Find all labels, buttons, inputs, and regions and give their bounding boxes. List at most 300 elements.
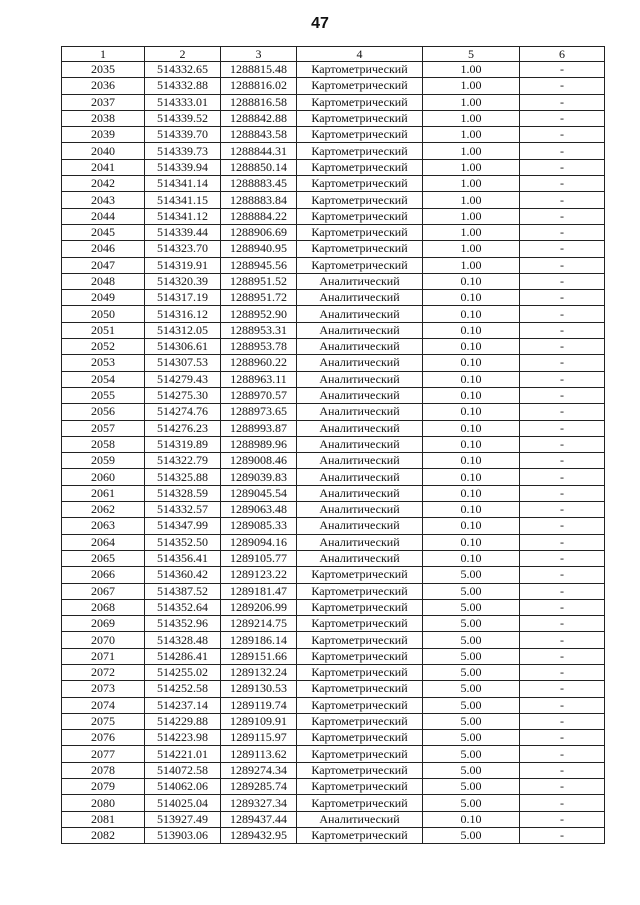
cell-x-coordinate: 514328.59 <box>145 485 221 501</box>
cell-x-coordinate: 514025.04 <box>145 795 221 811</box>
cell-point-number: 2044 <box>62 208 145 224</box>
cell-point-number: 2040 <box>62 143 145 159</box>
cell-accuracy: 1.00 <box>423 78 520 94</box>
table-row <box>62 241 605 257</box>
cell-x-coordinate: 514319.91 <box>145 257 221 273</box>
cell-note: - <box>520 779 605 795</box>
cell-x-coordinate: 514387.52 <box>145 583 221 599</box>
cell-note: - <box>520 241 605 257</box>
cell-y-coordinate: 1288989.96 <box>221 436 297 452</box>
cell-point-number: 2038 <box>62 110 145 126</box>
cell-x-coordinate: 514347.99 <box>145 518 221 534</box>
cell-method: Аналитический <box>297 534 423 550</box>
cell-y-coordinate: 1288993.87 <box>221 420 297 436</box>
cell-point-number: 2053 <box>62 355 145 371</box>
cell-method: Аналитический <box>297 371 423 387</box>
cell-accuracy: 0.10 <box>423 387 520 403</box>
cell-method: Картометрический <box>297 648 423 664</box>
cell-x-coordinate: 514306.61 <box>145 339 221 355</box>
cell-note: - <box>520 192 605 208</box>
table-row <box>62 94 605 110</box>
cell-point-number: 2051 <box>62 322 145 338</box>
cell-note: - <box>520 355 605 371</box>
cell-x-coordinate: 514341.14 <box>145 176 221 192</box>
cell-accuracy: 5.00 <box>423 632 520 648</box>
cell-x-coordinate: 514320.39 <box>145 273 221 289</box>
cell-method: Аналитический <box>297 469 423 485</box>
table-row <box>62 224 605 240</box>
cell-point-number: 2064 <box>62 534 145 550</box>
table-row <box>62 355 605 371</box>
cell-method: Картометрический <box>297 730 423 746</box>
cell-point-number: 2077 <box>62 746 145 762</box>
cell-method: Картометрический <box>297 257 423 273</box>
cell-y-coordinate: 1288953.78 <box>221 339 297 355</box>
table-row <box>62 746 605 762</box>
cell-accuracy: 0.10 <box>423 811 520 827</box>
cell-x-coordinate: 514332.88 <box>145 78 221 94</box>
table-row <box>62 583 605 599</box>
cell-note: - <box>520 78 605 94</box>
cell-x-coordinate: 514333.01 <box>145 94 221 110</box>
cell-x-coordinate: 514276.23 <box>145 420 221 436</box>
cell-accuracy: 0.10 <box>423 436 520 452</box>
cell-method: Аналитический <box>297 273 423 289</box>
cell-x-coordinate: 514339.73 <box>145 143 221 159</box>
cell-note: - <box>520 681 605 697</box>
cell-point-number: 2056 <box>62 404 145 420</box>
cell-note: - <box>520 159 605 175</box>
cell-note: - <box>520 404 605 420</box>
cell-note: - <box>520 420 605 436</box>
table-body <box>62 62 605 844</box>
cell-accuracy: 1.00 <box>423 224 520 240</box>
column-header: 3 <box>221 47 297 62</box>
cell-note: - <box>520 795 605 811</box>
cell-accuracy: 1.00 <box>423 143 520 159</box>
cell-y-coordinate: 1288973.65 <box>221 404 297 420</box>
cell-x-coordinate: 513927.49 <box>145 811 221 827</box>
cell-note: - <box>520 453 605 469</box>
cell-note: - <box>520 273 605 289</box>
cell-note: - <box>520 143 605 159</box>
cell-note: - <box>520 290 605 306</box>
cell-method: Картометрический <box>297 599 423 615</box>
cell-accuracy: 5.00 <box>423 583 520 599</box>
cell-x-coordinate: 514307.53 <box>145 355 221 371</box>
cell-y-coordinate: 1289274.34 <box>221 762 297 778</box>
cell-y-coordinate: 1289432.95 <box>221 827 297 843</box>
cell-method: Аналитический <box>297 355 423 371</box>
cell-y-coordinate: 1288951.52 <box>221 273 297 289</box>
cell-method: Картометрический <box>297 224 423 240</box>
cell-x-coordinate: 514322.79 <box>145 453 221 469</box>
cell-x-coordinate: 514328.48 <box>145 632 221 648</box>
cell-accuracy: 5.00 <box>423 795 520 811</box>
cell-x-coordinate: 514317.19 <box>145 290 221 306</box>
cell-note: - <box>520 632 605 648</box>
cell-point-number: 2075 <box>62 713 145 729</box>
cell-x-coordinate: 514360.42 <box>145 567 221 583</box>
cell-method: Картометрический <box>297 616 423 632</box>
cell-x-coordinate: 514339.52 <box>145 110 221 126</box>
cell-method: Картометрический <box>297 746 423 762</box>
table-row <box>62 143 605 159</box>
cell-y-coordinate: 1288963.11 <box>221 371 297 387</box>
cell-method: Аналитический <box>297 518 423 534</box>
cell-point-number: 2041 <box>62 159 145 175</box>
cell-x-coordinate: 514062.06 <box>145 779 221 795</box>
cell-note: - <box>520 436 605 452</box>
cell-x-coordinate: 514255.02 <box>145 664 221 680</box>
table-row <box>62 176 605 192</box>
table-row <box>62 827 605 843</box>
table-row <box>62 322 605 338</box>
column-header: 2 <box>145 47 221 62</box>
cell-accuracy: 0.10 <box>423 485 520 501</box>
cell-method: Картометрический <box>297 713 423 729</box>
cell-method: Картометрический <box>297 583 423 599</box>
cell-point-number: 2068 <box>62 599 145 615</box>
cell-y-coordinate: 1288815.48 <box>221 62 297 78</box>
cell-accuracy: 5.00 <box>423 616 520 632</box>
table-row <box>62 159 605 175</box>
table-row <box>62 371 605 387</box>
cell-point-number: 2048 <box>62 273 145 289</box>
cell-y-coordinate: 1289206.99 <box>221 599 297 615</box>
cell-method: Аналитический <box>297 453 423 469</box>
cell-note: - <box>520 730 605 746</box>
cell-x-coordinate: 514237.14 <box>145 697 221 713</box>
cell-point-number: 2066 <box>62 567 145 583</box>
cell-y-coordinate: 1288816.02 <box>221 78 297 94</box>
cell-note: - <box>520 110 605 126</box>
cell-y-coordinate: 1289327.34 <box>221 795 297 811</box>
cell-point-number: 2046 <box>62 241 145 257</box>
cell-note: - <box>520 827 605 843</box>
cell-note: - <box>520 322 605 338</box>
cell-point-number: 2078 <box>62 762 145 778</box>
table-row <box>62 616 605 632</box>
cell-point-number: 2074 <box>62 697 145 713</box>
cell-point-number: 2050 <box>62 306 145 322</box>
cell-method: Аналитический <box>297 290 423 306</box>
cell-method: Картометрический <box>297 632 423 648</box>
cell-x-coordinate: 514286.41 <box>145 648 221 664</box>
cell-note: - <box>520 485 605 501</box>
cell-x-coordinate: 514274.76 <box>145 404 221 420</box>
cell-method: Аналитический <box>297 436 423 452</box>
cell-y-coordinate: 1289285.74 <box>221 779 297 795</box>
cell-y-coordinate: 1288884.22 <box>221 208 297 224</box>
cell-x-coordinate: 514325.88 <box>145 469 221 485</box>
cell-y-coordinate: 1288843.58 <box>221 127 297 143</box>
table-row <box>62 730 605 746</box>
cell-accuracy: 0.10 <box>423 290 520 306</box>
cell-note: - <box>520 599 605 615</box>
cell-y-coordinate: 1289130.53 <box>221 681 297 697</box>
cell-accuracy: 1.00 <box>423 159 520 175</box>
cell-accuracy: 1.00 <box>423 192 520 208</box>
table-row <box>62 192 605 208</box>
cell-point-number: 2080 <box>62 795 145 811</box>
cell-method: Картометрический <box>297 664 423 680</box>
cell-y-coordinate: 1288960.22 <box>221 355 297 371</box>
cell-point-number: 2082 <box>62 827 145 843</box>
cell-point-number: 2071 <box>62 648 145 664</box>
cell-accuracy: 0.10 <box>423 469 520 485</box>
cell-point-number: 2042 <box>62 176 145 192</box>
cell-x-coordinate: 514356.41 <box>145 550 221 566</box>
cell-x-coordinate: 514352.50 <box>145 534 221 550</box>
cell-method: Аналитический <box>297 502 423 518</box>
cell-accuracy: 5.00 <box>423 827 520 843</box>
cell-method: Картометрический <box>297 762 423 778</box>
cell-method: Аналитический <box>297 550 423 566</box>
cell-x-coordinate: 514319.89 <box>145 436 221 452</box>
cell-note: - <box>520 648 605 664</box>
cell-note: - <box>520 208 605 224</box>
cell-y-coordinate: 1289181.47 <box>221 583 297 599</box>
cell-note: - <box>520 762 605 778</box>
cell-accuracy: 5.00 <box>423 664 520 680</box>
table-row <box>62 779 605 795</box>
cell-point-number: 2079 <box>62 779 145 795</box>
cell-x-coordinate: 514279.43 <box>145 371 221 387</box>
cell-accuracy: 0.10 <box>423 453 520 469</box>
cell-x-coordinate: 514312.05 <box>145 322 221 338</box>
cell-y-coordinate: 1288953.31 <box>221 322 297 338</box>
cell-note: - <box>520 127 605 143</box>
table-row <box>62 502 605 518</box>
cell-accuracy: 0.10 <box>423 322 520 338</box>
cell-accuracy: 1.00 <box>423 241 520 257</box>
cell-y-coordinate: 1289063.48 <box>221 502 297 518</box>
cell-accuracy: 0.10 <box>423 273 520 289</box>
cell-y-coordinate: 1289132.24 <box>221 664 297 680</box>
cell-note: - <box>520 616 605 632</box>
table-row <box>62 420 605 436</box>
cell-accuracy: 5.00 <box>423 681 520 697</box>
table-row <box>62 387 605 403</box>
table-row <box>62 567 605 583</box>
table-row <box>62 762 605 778</box>
cell-y-coordinate: 1288883.84 <box>221 192 297 208</box>
table-row <box>62 404 605 420</box>
cell-method: Картометрический <box>297 176 423 192</box>
cell-x-coordinate: 514221.01 <box>145 746 221 762</box>
cell-point-number: 2047 <box>62 257 145 273</box>
cell-method: Аналитический <box>297 811 423 827</box>
table-row <box>62 469 605 485</box>
cell-y-coordinate: 1288970.57 <box>221 387 297 403</box>
cell-x-coordinate: 514323.70 <box>145 241 221 257</box>
cell-point-number: 2073 <box>62 681 145 697</box>
cell-method: Картометрический <box>297 110 423 126</box>
cell-accuracy: 0.10 <box>423 550 520 566</box>
cell-accuracy: 5.00 <box>423 779 520 795</box>
cell-point-number: 2059 <box>62 453 145 469</box>
cell-note: - <box>520 697 605 713</box>
cell-point-number: 2055 <box>62 387 145 403</box>
cell-note: - <box>520 224 605 240</box>
cell-point-number: 2063 <box>62 518 145 534</box>
cell-y-coordinate: 1289085.33 <box>221 518 297 534</box>
cell-y-coordinate: 1288816.58 <box>221 94 297 110</box>
table-row <box>62 78 605 94</box>
column-header: 5 <box>423 47 520 62</box>
table-row <box>62 632 605 648</box>
cell-accuracy: 0.10 <box>423 404 520 420</box>
cell-x-coordinate: 514339.70 <box>145 127 221 143</box>
cell-point-number: 2067 <box>62 583 145 599</box>
cell-x-coordinate: 514332.57 <box>145 502 221 518</box>
column-header: 6 <box>520 47 605 62</box>
cell-x-coordinate: 513903.06 <box>145 827 221 843</box>
cell-note: - <box>520 371 605 387</box>
cell-method: Картометрический <box>297 779 423 795</box>
table-row <box>62 518 605 534</box>
cell-x-coordinate: 514341.12 <box>145 208 221 224</box>
cell-note: - <box>520 306 605 322</box>
cell-accuracy: 1.00 <box>423 110 520 126</box>
cell-method: Картометрический <box>297 62 423 78</box>
cell-accuracy: 5.00 <box>423 730 520 746</box>
table-header-row <box>62 47 605 62</box>
cell-method: Картометрический <box>297 827 423 843</box>
cell-y-coordinate: 1288842.88 <box>221 110 297 126</box>
cell-y-coordinate: 1289123.22 <box>221 567 297 583</box>
cell-accuracy: 1.00 <box>423 176 520 192</box>
cell-method: Аналитический <box>297 387 423 403</box>
table-row <box>62 550 605 566</box>
cell-method: Аналитический <box>297 306 423 322</box>
table-row <box>62 795 605 811</box>
cell-point-number: 2045 <box>62 224 145 240</box>
cell-x-coordinate: 514252.58 <box>145 681 221 697</box>
cell-point-number: 2069 <box>62 616 145 632</box>
cell-accuracy: 0.10 <box>423 339 520 355</box>
cell-x-coordinate: 514229.88 <box>145 713 221 729</box>
cell-method: Картометрический <box>297 143 423 159</box>
cell-note: - <box>520 811 605 827</box>
cell-y-coordinate: 1289045.54 <box>221 485 297 501</box>
cell-x-coordinate: 514072.58 <box>145 762 221 778</box>
cell-x-coordinate: 514352.96 <box>145 616 221 632</box>
cell-x-coordinate: 514352.64 <box>145 599 221 615</box>
cell-method: Картометрический <box>297 78 423 94</box>
cell-y-coordinate: 1288952.90 <box>221 306 297 322</box>
cell-y-coordinate: 1289214.75 <box>221 616 297 632</box>
cell-accuracy: 0.10 <box>423 420 520 436</box>
cell-point-number: 2049 <box>62 290 145 306</box>
cell-accuracy: 5.00 <box>423 746 520 762</box>
cell-y-coordinate: 1289186.14 <box>221 632 297 648</box>
cell-point-number: 2081 <box>62 811 145 827</box>
cell-y-coordinate: 1289109.91 <box>221 713 297 729</box>
cell-note: - <box>520 257 605 273</box>
cell-point-number: 2058 <box>62 436 145 452</box>
cell-accuracy: 5.00 <box>423 762 520 778</box>
cell-y-coordinate: 1289119.74 <box>221 697 297 713</box>
cell-x-coordinate: 514339.94 <box>145 159 221 175</box>
coordinates-table <box>61 46 605 844</box>
cell-y-coordinate: 1289437.44 <box>221 811 297 827</box>
cell-x-coordinate: 514223.98 <box>145 730 221 746</box>
table-row <box>62 664 605 680</box>
cell-y-coordinate: 1289105.77 <box>221 550 297 566</box>
cell-method: Картометрический <box>297 241 423 257</box>
cell-note: - <box>520 534 605 550</box>
cell-method: Аналитический <box>297 322 423 338</box>
page-number: 47 <box>311 15 329 32</box>
table-row <box>62 648 605 664</box>
cell-y-coordinate: 1289094.16 <box>221 534 297 550</box>
cell-note: - <box>520 583 605 599</box>
cell-x-coordinate: 514341.15 <box>145 192 221 208</box>
cell-accuracy: 5.00 <box>423 567 520 583</box>
cell-x-coordinate: 514332.65 <box>145 62 221 78</box>
table-row <box>62 453 605 469</box>
cell-note: - <box>520 502 605 518</box>
cell-point-number: 2072 <box>62 664 145 680</box>
cell-accuracy: 1.00 <box>423 208 520 224</box>
cell-note: - <box>520 550 605 566</box>
cell-method: Аналитический <box>297 339 423 355</box>
cell-point-number: 2060 <box>62 469 145 485</box>
cell-method: Аналитический <box>297 485 423 501</box>
cell-y-coordinate: 1288940.95 <box>221 241 297 257</box>
cell-x-coordinate: 514316.12 <box>145 306 221 322</box>
cell-method: Картометрический <box>297 681 423 697</box>
cell-point-number: 2054 <box>62 371 145 387</box>
cell-point-number: 2062 <box>62 502 145 518</box>
cell-accuracy: 1.00 <box>423 62 520 78</box>
cell-accuracy: 0.10 <box>423 355 520 371</box>
cell-point-number: 2039 <box>62 127 145 143</box>
table-row <box>62 681 605 697</box>
table-row <box>62 485 605 501</box>
cell-point-number: 2035 <box>62 62 145 78</box>
cell-accuracy: 5.00 <box>423 648 520 664</box>
cell-method: Картометрический <box>297 208 423 224</box>
cell-point-number: 2076 <box>62 730 145 746</box>
cell-point-number: 2043 <box>62 192 145 208</box>
cell-method: Аналитический <box>297 404 423 420</box>
cell-point-number: 2037 <box>62 94 145 110</box>
table-row <box>62 713 605 729</box>
cell-note: - <box>520 567 605 583</box>
cell-point-number: 2036 <box>62 78 145 94</box>
table-row <box>62 306 605 322</box>
cell-note: - <box>520 664 605 680</box>
cell-point-number: 2070 <box>62 632 145 648</box>
cell-y-coordinate: 1288945.56 <box>221 257 297 273</box>
cell-y-coordinate: 1288850.14 <box>221 159 297 175</box>
cell-y-coordinate: 1289115.97 <box>221 730 297 746</box>
cell-note: - <box>520 387 605 403</box>
table-row <box>62 110 605 126</box>
cell-note: - <box>520 713 605 729</box>
cell-accuracy: 0.10 <box>423 518 520 534</box>
cell-accuracy: 5.00 <box>423 599 520 615</box>
cell-x-coordinate: 514275.30 <box>145 387 221 403</box>
table-row <box>62 339 605 355</box>
table-row <box>62 208 605 224</box>
cell-accuracy: 5.00 <box>423 713 520 729</box>
cell-method: Картометрический <box>297 159 423 175</box>
cell-point-number: 2057 <box>62 420 145 436</box>
